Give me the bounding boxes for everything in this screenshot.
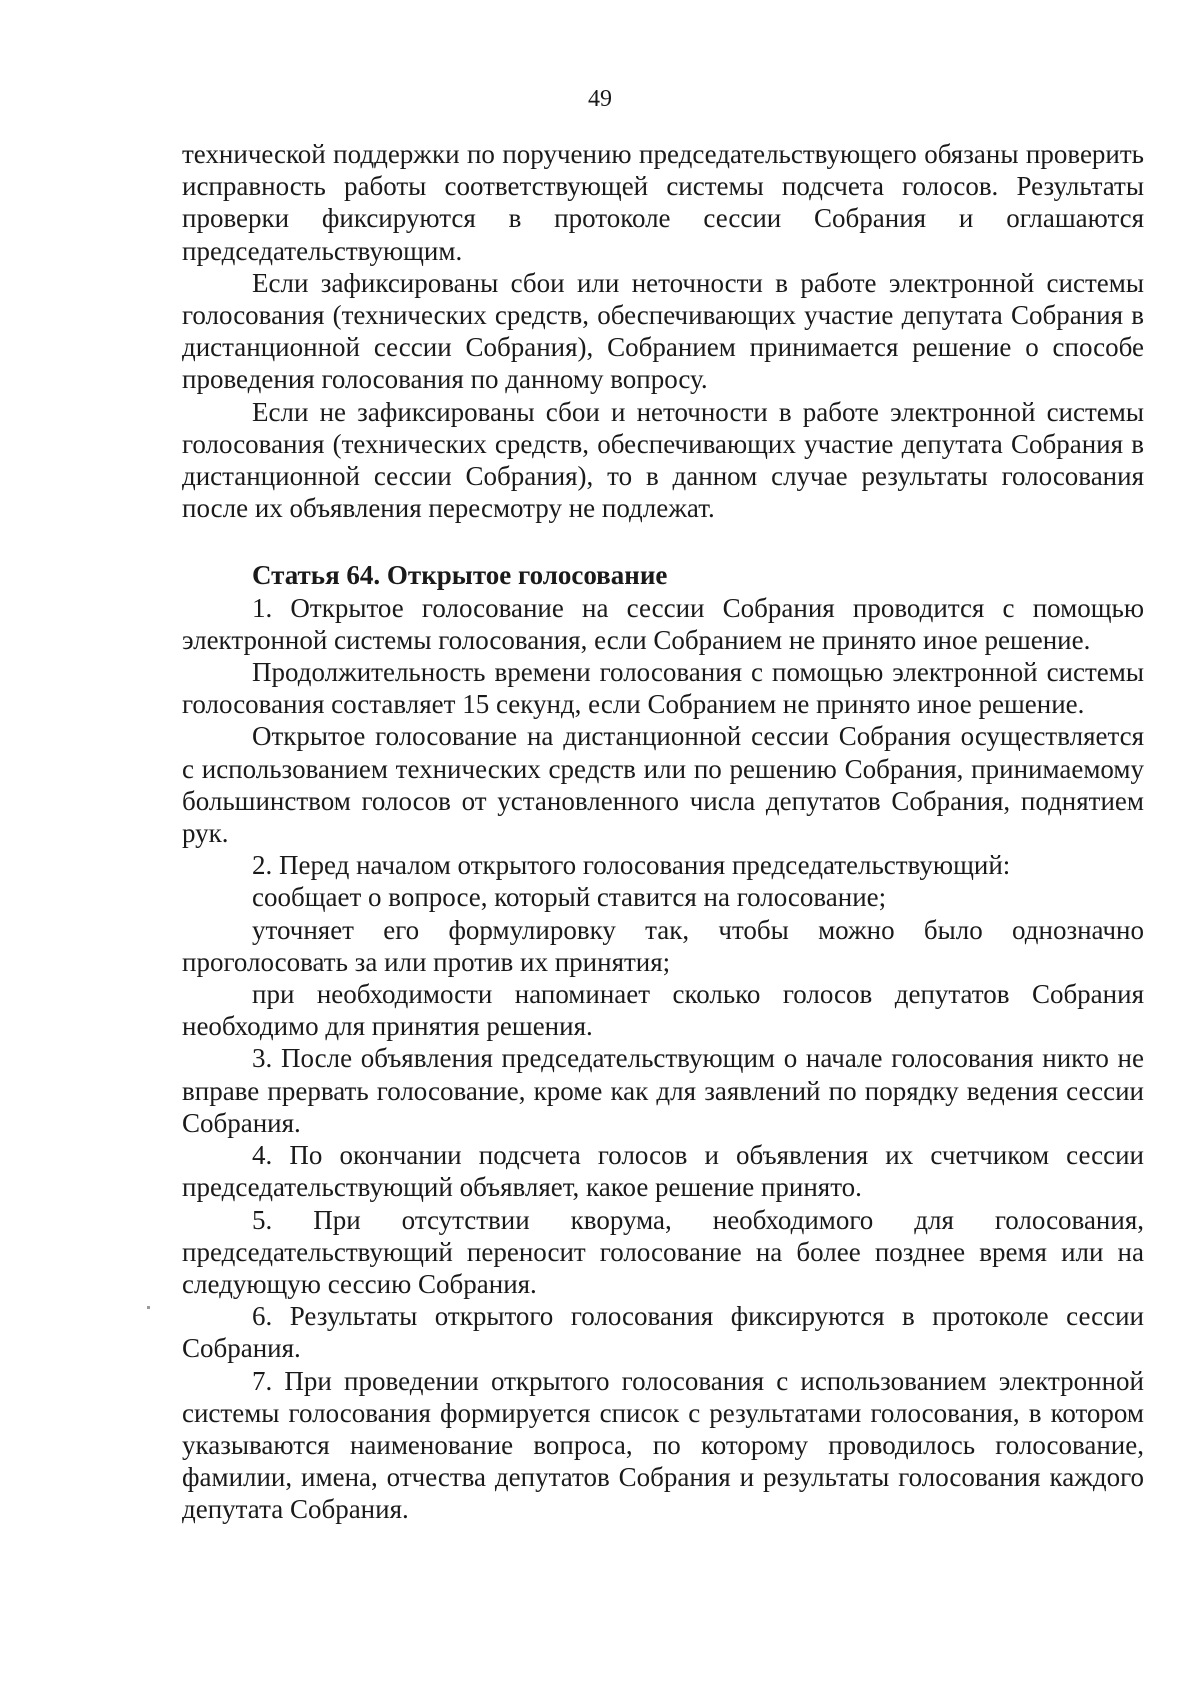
document-body bbox=[182, 138, 1144, 1526]
paragraph: 6. Результаты открытого голосования фиксируются в протоколе сессии Собрания. bbox=[182, 1301, 1144, 1364]
page-number: 49 bbox=[588, 86, 612, 112]
paragraph: технической поддержки по поручению председательствующего обязаны проверить исправность работы соответствующей системы подсчета голосов. Результаты проверки фиксируются в протоколе сессии Собрания и оглашаются председательствующим. bbox=[182, 139, 1144, 266]
scan-speck bbox=[147, 1306, 150, 1309]
paragraph: 7. При проведении открытого голосования с использованием электронной системы голосования формируется список с результатами голосования, в котором указываются наименование вопроса, по которому проводилось голосование, фамилии, имена, отчества депутатов Собрания и результаты голосования каждого депутата Собрания. bbox=[182, 1365, 1144, 1525]
paragraph: Продолжительность времени голосования с помощью электронной системы голосования составляет 15 секунд, если Собранием не принято иное решение. bbox=[182, 657, 1144, 720]
paragraph: 3. После объявления председательствующим о начале голосования никто не вправе прервать голосование, кроме как для заявлений по порядку ведения сессии Собрания. bbox=[182, 1043, 1144, 1138]
paragraph: при необходимости напоминает сколько голосов депутатов Собрания необходимо для принятия решения. bbox=[182, 979, 1144, 1042]
paragraph: Открытое голосование на дистанционной сессии Собрания осуществляется с использованием технических средств или по решению Собрания, принимаемому большинством голосов от установленного числа депутатов Собрания, поднятием рук. bbox=[182, 721, 1144, 849]
paragraph: сообщает о вопросе, который ставится на голосование; bbox=[252, 882, 887, 913]
paragraph: 4. По окончании подсчета голосов и объявления их счетчиком сессии председательствующий объявляет, какое решение принято. bbox=[182, 1140, 1144, 1203]
paragraph: 2. Перед началом открытого голосования председательствующий: bbox=[252, 850, 1011, 881]
paragraph: Если не зафиксированы сбои и неточности в работе электронной системы голосования (технических средств, обеспечивающих участие депутата Собрания в дистанционной сессии Собрания), то в данном случае результаты голосования после их объявления пересмотру не подлежат. bbox=[182, 396, 1144, 524]
article-heading: Статья 64. Открытое голосование bbox=[252, 560, 668, 591]
paragraph: уточняет его формулировку так, чтобы можно было однозначно проголосовать за или против их принятия; bbox=[182, 914, 1144, 977]
paragraph: Если зафиксированы сбои или неточности в работе электронной системы голосования (технических средств, обеспечивающих участие депутата Собрания в дистанционной сессии Собрания), Собранием принимается решение о способе проведения голосования по данному вопросу. bbox=[182, 267, 1144, 395]
paragraph: 5. При отсутствии кворума, необходимого для голосования, председательствующий переносит голосование на более позднее время или на следующую сессию Собрания. bbox=[182, 1204, 1144, 1299]
paragraph: 1. Открытое голосование на сессии Собрания проводится с помощью электронной системы голосования, если Собранием не принято иное решение. bbox=[182, 592, 1144, 655]
